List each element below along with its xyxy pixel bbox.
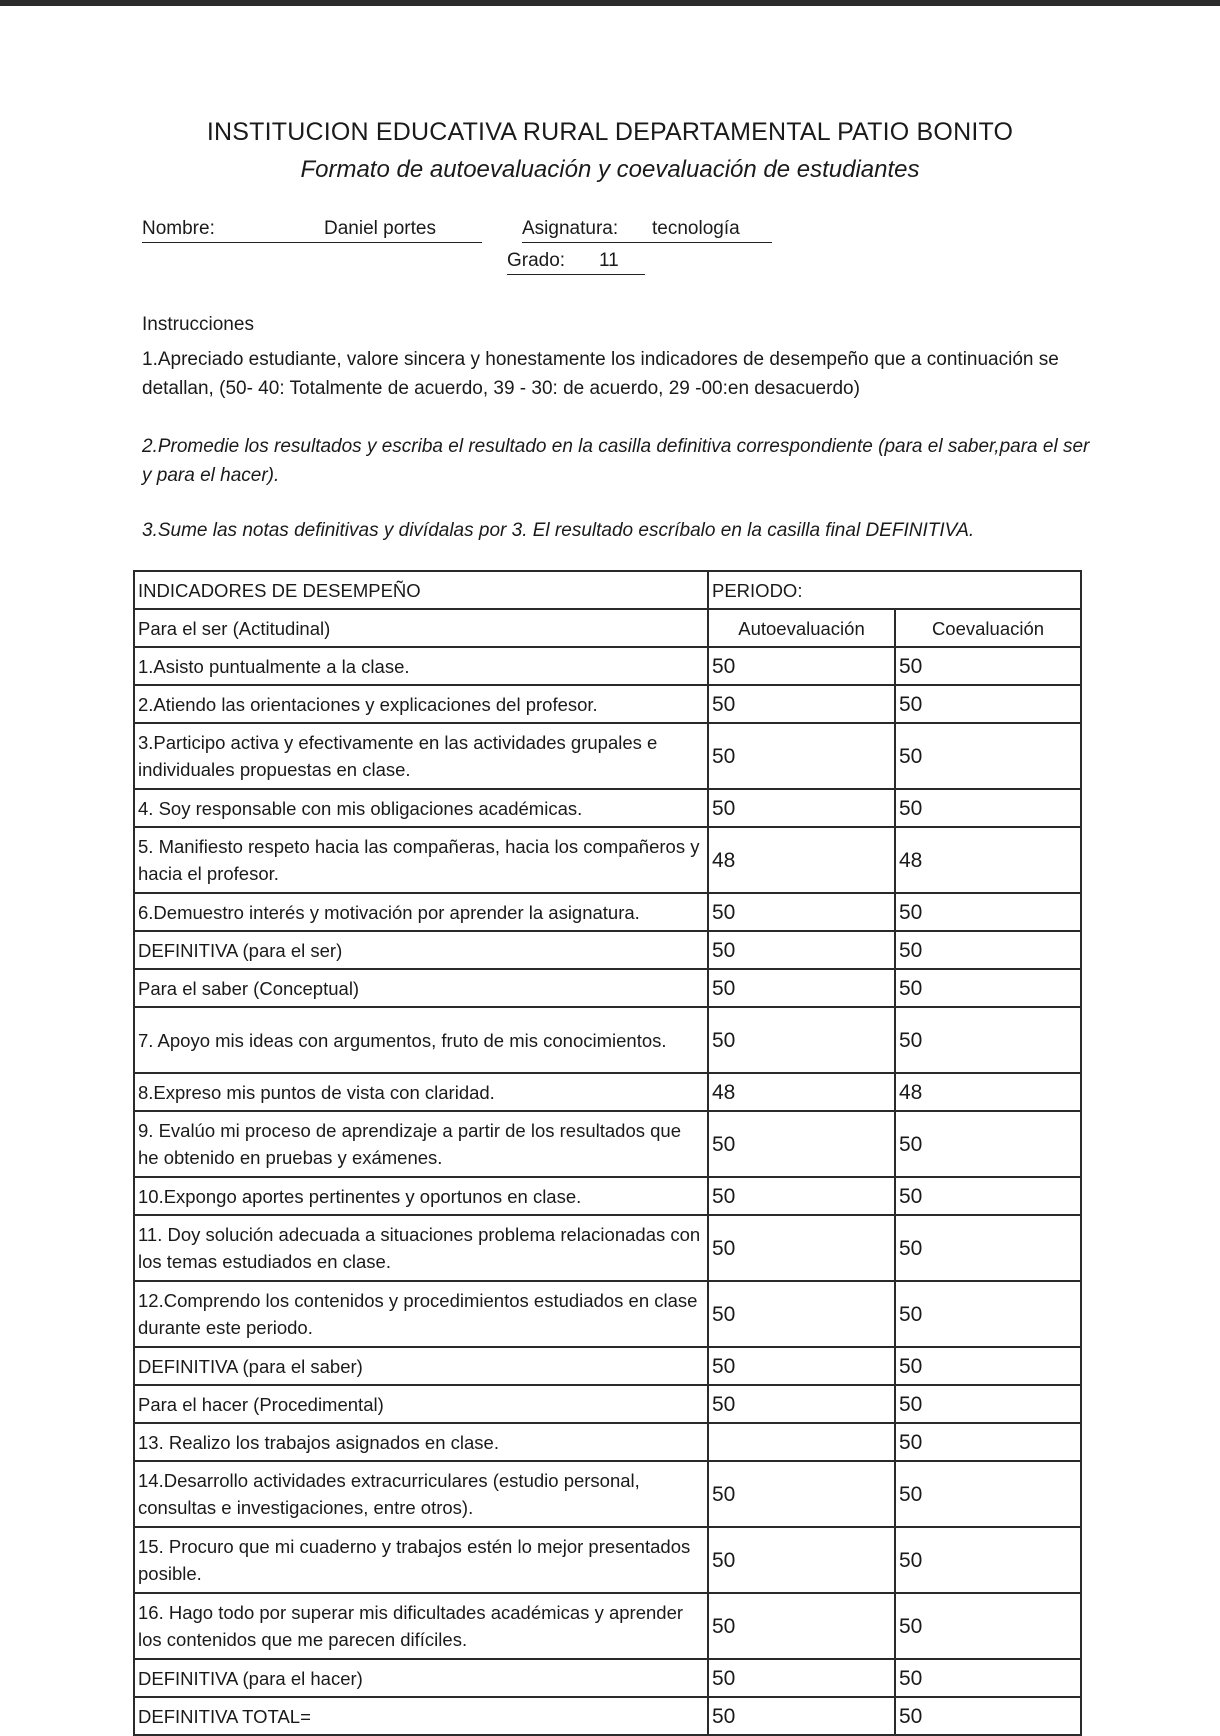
coevaluation-score-cell[interactable]: 50 xyxy=(895,969,1081,1007)
table-subheader-row xyxy=(134,609,1081,647)
indicator-cell: 10.Expongo aportes pertinentes y oportunos en clase. xyxy=(134,1177,708,1215)
table-row xyxy=(134,969,1081,1007)
indicator-cell: 4. Soy responsable con mis obligaciones académicas. xyxy=(134,789,708,827)
table-row xyxy=(134,1111,1081,1177)
table-row xyxy=(134,1385,1081,1423)
coevaluation-score-cell[interactable]: 50 xyxy=(895,1461,1081,1527)
autoevaluation-score-cell[interactable]: 50 xyxy=(708,723,895,789)
coevaluation-score-cell[interactable]: 50 xyxy=(895,1281,1081,1347)
indicator-cell: Para el ser (Actitudinal) xyxy=(134,609,708,647)
coevaluation-score-cell[interactable]: 48 xyxy=(895,1073,1081,1111)
table-row xyxy=(134,827,1081,893)
indicator-cell: 3.Participo activa y efectivamente en las actividades grupales e individuales propuestas en clase. xyxy=(134,723,708,789)
autoevaluation-score-cell[interactable]: 50 xyxy=(708,1385,895,1423)
instruction-3: 3.Sume las notas definitivas y divídalas por 3. El resultado escríbalo en la casilla final DEFINITIVA. xyxy=(142,520,975,541)
indicator-cell: 1.Asisto puntualmente a la clase. xyxy=(134,647,708,685)
grade-value: 11 xyxy=(599,250,619,271)
table-row xyxy=(134,1423,1081,1461)
indicator-cell: 15. Procuro que mi cuaderno y trabajos estén lo mejor presentados posible. xyxy=(134,1527,708,1593)
table-row xyxy=(134,1177,1081,1215)
autoevaluation-score-cell[interactable]: 50 xyxy=(708,931,895,969)
header-indicators-cell: INDICADORES DE DESEMPEÑO xyxy=(134,571,708,609)
autoevaluation-score-cell[interactable]: 50 xyxy=(708,1347,895,1385)
indicator-cell: Para el saber (Conceptual) xyxy=(134,969,708,1007)
autoevaluation-score-cell[interactable] xyxy=(708,1423,895,1461)
subject-field xyxy=(522,218,772,243)
indicator-cell: 12.Comprendo los contenidos y procedimientos estudiados en clase durante este periodo. xyxy=(134,1281,708,1347)
table-row xyxy=(134,931,1081,969)
institution-title: INSTITUCION EDUCATIVA RURAL DEPARTAMENTAL PATIO BONITO xyxy=(206,118,1014,146)
autoevaluation-score-cell[interactable]: 50 xyxy=(708,1007,895,1073)
coevaluation-score-cell[interactable]: 50 xyxy=(895,893,1081,931)
autoevaluation-score-cell[interactable]: 50 xyxy=(708,1281,895,1347)
table-row xyxy=(134,1697,1081,1735)
coevaluation-score-cell[interactable]: 50 xyxy=(895,1697,1081,1735)
indicator-cell: 14.Desarrollo actividades extracurriculares (estudio personal, consultas e investigaciones, entre otros). xyxy=(134,1461,708,1527)
indicator-cell: 5. Manifiesto respeto hacia las compañeras, hacia los compañeros y hacia el profesor. xyxy=(134,827,708,893)
coevaluation-score-cell[interactable]: 50 xyxy=(895,1659,1081,1697)
coevaluation-score-cell[interactable]: 50 xyxy=(895,723,1081,789)
autoevaluation-score-cell[interactable]: 50 xyxy=(708,1527,895,1593)
indicator-cell: 11. Doy solución adecuada a situaciones problema relacionadas con los temas estudiados en clase. xyxy=(134,1215,708,1281)
coevaluation-header-cell: Coevaluación xyxy=(895,609,1081,647)
indicator-cell: DEFINITIVA (para el saber) xyxy=(134,1347,708,1385)
autoevaluation-score-cell[interactable]: 48 xyxy=(708,1073,895,1111)
coevaluation-score-cell[interactable]: 50 xyxy=(895,1385,1081,1423)
indicator-cell: DEFINITIVA (para el ser) xyxy=(134,931,708,969)
indicator-cell: DEFINITIVA TOTAL= xyxy=(134,1697,708,1735)
autoevaluation-score-cell[interactable]: 50 xyxy=(708,789,895,827)
table-row xyxy=(134,1007,1081,1073)
autoevaluation-score-cell[interactable]: 50 xyxy=(708,893,895,931)
coevaluation-score-cell[interactable]: 50 xyxy=(895,931,1081,969)
table-row xyxy=(134,1347,1081,1385)
table-row xyxy=(134,789,1081,827)
form-title: Formato de autoevaluación y coevaluación de estudiantes xyxy=(300,156,920,183)
coevaluation-score-cell[interactable]: 50 xyxy=(895,789,1081,827)
autoevaluation-score-cell[interactable]: 50 xyxy=(708,969,895,1007)
coevaluation-score-cell[interactable]: 50 xyxy=(895,1007,1081,1073)
table-header-row xyxy=(134,571,1081,609)
table-row xyxy=(134,647,1081,685)
grade-field xyxy=(507,250,645,275)
instructions-heading: Instrucciones xyxy=(142,314,254,335)
coevaluation-score-cell[interactable]: 50 xyxy=(895,685,1081,723)
name-label: Nombre: xyxy=(142,218,215,239)
coevaluation-score-cell[interactable]: 50 xyxy=(895,1593,1081,1659)
instruction-1: 1.Apreciado estudiante, valore sincera y honestamente los indicadores de desempeño que a continuación se detallan, (50- 40: Totalmente de acuerdo, 39 - 30: de acuerdo, 29 -00:en desacuerdo) xyxy=(142,349,1059,399)
name-value: Daniel portes xyxy=(324,218,436,239)
performance-indicators-table xyxy=(133,570,1082,1736)
indicator-cell: 7. Apoyo mis ideas con argumentos, fruto de mis conocimientos. xyxy=(134,1007,708,1073)
indicator-cell: 16. Hago todo por superar mis dificultades académicas y aprender los contenidos que me parecen difíciles. xyxy=(134,1593,708,1659)
indicator-cell: 6.Demuestro interés y motivación por aprender la asignatura. xyxy=(134,893,708,931)
coevaluation-score-cell[interactable]: 50 xyxy=(895,1347,1081,1385)
header-period-cell: PERIODO: xyxy=(708,571,1081,609)
coevaluation-score-cell[interactable]: 48 xyxy=(895,827,1081,893)
table-row xyxy=(134,1659,1081,1697)
coevaluation-score-cell[interactable]: 50 xyxy=(895,647,1081,685)
table-row xyxy=(134,723,1081,789)
grade-label: Grado: xyxy=(507,250,566,271)
autoevaluation-score-cell[interactable]: 50 xyxy=(708,1111,895,1177)
autoevaluation-score-cell[interactable]: 48 xyxy=(708,827,895,893)
table-row xyxy=(134,1073,1081,1111)
subject-value: tecnología xyxy=(652,218,740,239)
table-row xyxy=(134,1215,1081,1281)
autoevaluation-score-cell[interactable]: 50 xyxy=(708,1593,895,1659)
coevaluation-score-cell[interactable]: 50 xyxy=(895,1111,1081,1177)
table-row xyxy=(134,1281,1081,1347)
indicator-cell: 9. Evalúo mi proceso de aprendizaje a partir de los resultados que he obtenido en pruebas y exámenes. xyxy=(134,1111,708,1177)
table-row xyxy=(134,1593,1081,1659)
autoevaluation-score-cell[interactable]: 50 xyxy=(708,1461,895,1527)
autoevaluation-score-cell[interactable]: 50 xyxy=(708,685,895,723)
coevaluation-score-cell[interactable]: 50 xyxy=(895,1177,1081,1215)
autoevaluation-header-cell: Autoevaluación xyxy=(708,609,895,647)
autoevaluation-score-cell[interactable]: 50 xyxy=(708,1177,895,1215)
coevaluation-score-cell[interactable]: 50 xyxy=(895,1215,1081,1281)
indicator-cell: DEFINITIVA (para el hacer) xyxy=(134,1659,708,1697)
indicator-cell: 13. Realizo los trabajos asignados en clase. xyxy=(134,1423,708,1461)
table-row xyxy=(134,893,1081,931)
autoevaluation-score-cell[interactable]: 50 xyxy=(708,1659,895,1697)
autoevaluation-score-cell[interactable]: 50 xyxy=(708,1215,895,1281)
table-row xyxy=(134,1461,1081,1527)
table-row xyxy=(134,685,1081,723)
student-name-field xyxy=(142,218,482,243)
indicator-cell: 8.Expreso mis puntos de vista con claridad. xyxy=(134,1073,708,1111)
subject-label: Asignatura: xyxy=(522,218,619,239)
coevaluation-score-cell[interactable]: 50 xyxy=(895,1527,1081,1593)
table-row xyxy=(134,1527,1081,1593)
coevaluation-score-cell[interactable]: 50 xyxy=(895,1423,1081,1461)
autoevaluation-score-cell[interactable]: 50 xyxy=(708,1697,895,1735)
indicator-cell: 2.Atiendo las orientaciones y explicaciones del profesor. xyxy=(134,685,708,723)
indicator-cell: Para el hacer (Procedimental) xyxy=(134,1385,708,1423)
instruction-2: 2.Promedie los resultados y escriba el resultado en la casilla definitiva correspondiente (para el saber,para el ser y para el hacer). xyxy=(142,436,1090,486)
autoevaluation-score-cell[interactable]: 50 xyxy=(708,647,895,685)
